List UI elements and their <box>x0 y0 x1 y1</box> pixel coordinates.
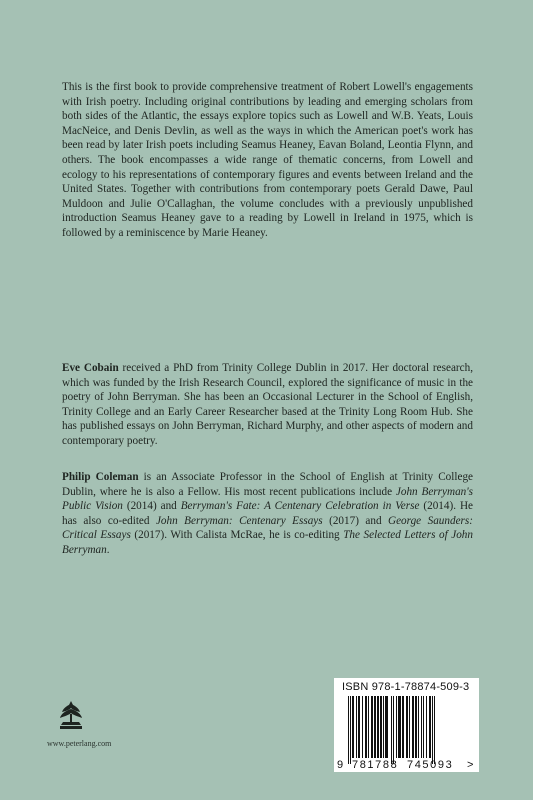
bio-text: received a PhD from Trinity College Dublin in 2017. Her doctoral research, which was funded by the Irish Research Council, explored the significance of music in the poetry of John Berryman. She has been an Occasional Lecturer in the School of English, Trinity College and an Early Career Researcher based at the Trinity Long Room Hub. She has published essays on John Berryman, Richard Murphy, and other aspects of modern and contemporary poetry. <box>62 362 473 447</box>
barcode-bar <box>418 696 419 758</box>
barcode-bar <box>348 696 349 764</box>
barcode-bar <box>429 696 431 758</box>
description-paragraph: This is the first book to provide comprehensive treatment of Robert Lowell's engagements with Irish poetry. Including original contributions by leading and emerging scholars from both sides of the Atlantic, the essays explore topics such as Lowell and W.B. Yeats, Louis MacNeice, and Denis Devlin, as well as the ways in which the American poet's work has been read by later Irish poets including Seamus Heaney, Eavan Boland, Leontia Flynn, and others. The book encompasses a wide range of thematic concerns, from Lowell and ecology to his representations of contemporary figures and events between Ireland and the United States. Together with contributions from contemporary poets Gerald Dawe, Paul Muldoon and Julie O'Callaghan, the volume concludes with a previously unpublished introduction Seamus Heaney gave to a reading by Lowell in Ireland in 1975, which is followed by a reminiscence by Marie Heaney. <box>62 81 473 239</box>
barcode-first-digit: 9 <box>337 759 344 771</box>
book-title: George Saunders: Critical Essays <box>62 514 473 542</box>
barcode-bar <box>434 696 435 764</box>
barcode-bar <box>432 696 433 764</box>
barcode-graphic <box>334 678 479 772</box>
barcode-right-digits: 745093 <box>407 759 454 771</box>
author-name: Philip Coleman <box>62 471 139 483</box>
barcode-bar <box>391 696 392 764</box>
bio-text: is an Associate Professor in the School of English at Trinity College Dublin, where he is also a Fellow. His most recent publications include <box>62 471 473 498</box>
book-title: Berryman's Fate: A Centenary Celebration in Verse <box>180 500 420 513</box>
author-bio-cobain <box>62 361 473 449</box>
barcode-bar <box>368 696 369 758</box>
barcode-bar <box>383 696 384 758</box>
barcode-bar <box>415 696 417 758</box>
bio-paragraph <box>62 470 473 558</box>
barcode-bar <box>409 696 410 758</box>
barcode-bar <box>402 696 404 758</box>
barcode-bar <box>385 696 388 758</box>
barcode-bar <box>377 696 379 758</box>
barcode-bar <box>412 696 414 758</box>
barcode-bar <box>396 696 397 758</box>
isbn-label: ISBN 978-1-78874-509-3 <box>342 681 470 693</box>
bio-text: (2014). He has also co-edited <box>62 500 473 527</box>
barcode-bar <box>426 696 427 758</box>
barcode-bar <box>358 696 360 758</box>
book-title: John Berryman's Public Vision <box>62 485 473 513</box>
barcode-bar <box>350 696 351 764</box>
barcode-bar <box>371 696 373 758</box>
barcode-bar <box>356 696 357 758</box>
isbn-barcode <box>334 678 479 772</box>
book-title: John Berryman: Centenary Essays <box>155 514 323 527</box>
bio-text: (2014) and <box>122 500 181 513</box>
barcode-bar <box>374 696 376 758</box>
bio-text: . <box>106 543 110 556</box>
book-description <box>62 80 473 241</box>
barcode-bar <box>421 696 422 758</box>
barcode-left-digits: 781788 <box>352 759 399 771</box>
publisher-website: www.peterlang.com <box>47 739 112 748</box>
author-name: Eve Cobain <box>62 362 119 374</box>
book-title: The Selected Letters of John Berryman <box>62 529 473 556</box>
barcode-bar <box>406 696 408 758</box>
barcode-bar <box>365 696 367 758</box>
bio-text: (2017) and <box>322 514 389 527</box>
barcode-bar <box>380 696 382 758</box>
peter-lang-tree-logo-icon <box>60 700 82 730</box>
barcode-bar <box>393 696 394 764</box>
barcode-end-mark: > <box>467 759 474 771</box>
bio-paragraph <box>62 361 473 449</box>
barcode-bar <box>423 696 424 758</box>
bio-text: (2017). With Calista McRae, he is co-editing <box>130 529 344 542</box>
author-bio-coleman <box>62 470 473 558</box>
barcode-bar <box>398 696 401 758</box>
barcode-bars <box>348 696 435 764</box>
barcode-bar <box>362 696 363 758</box>
barcode-bar <box>352 696 354 758</box>
